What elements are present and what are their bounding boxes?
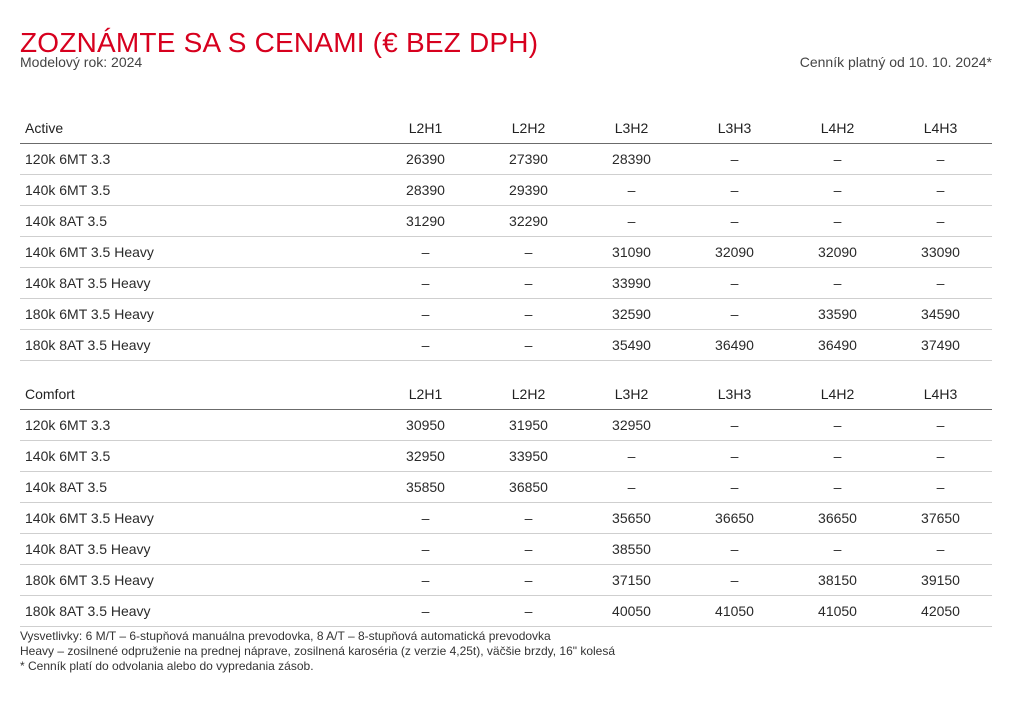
price-cell: – — [889, 410, 992, 441]
price-cell: – — [374, 330, 477, 361]
price-cell: – — [374, 237, 477, 268]
price-cell: – — [683, 299, 786, 330]
price-cell: 36650 — [683, 503, 786, 534]
price-cell: – — [580, 206, 683, 237]
table-row — [20, 503, 992, 534]
variant-label: 180k 8AT 3.5 Heavy — [20, 596, 374, 627]
price-cell: 42050 — [889, 596, 992, 627]
price-cell: – — [580, 441, 683, 472]
table-row — [20, 596, 992, 627]
variant-label: 120k 6MT 3.3 — [20, 144, 374, 175]
column-header: L3H2 — [580, 113, 683, 144]
column-header: L3H3 — [683, 113, 786, 144]
price-cell: – — [786, 175, 889, 206]
price-cell: 32290 — [477, 206, 580, 237]
price-cell: 33950 — [477, 441, 580, 472]
variant-label: 140k 6MT 3.5 Heavy — [20, 503, 374, 534]
price-cell: – — [683, 565, 786, 596]
price-cell: – — [786, 410, 889, 441]
price-cell: 32590 — [580, 299, 683, 330]
table-row — [20, 472, 992, 503]
price-table-active — [20, 113, 992, 361]
page-title: ZOZNÁMTE SA S CENAMI (€ BEZ DPH) — [20, 26, 539, 58]
variant-label: 180k 6MT 3.5 Heavy — [20, 299, 374, 330]
price-cell: – — [374, 299, 477, 330]
column-header: L4H2 — [786, 379, 889, 410]
table-row — [20, 330, 992, 361]
price-cell: – — [580, 175, 683, 206]
variant-label: 180k 6MT 3.5 Heavy — [20, 565, 374, 596]
price-cell: – — [683, 268, 786, 299]
table-header-row — [20, 379, 992, 410]
variant-label: 180k 8AT 3.5 Heavy — [20, 330, 374, 361]
price-cell: 32950 — [374, 441, 477, 472]
price-cell: 37150 — [580, 565, 683, 596]
model-year: Modelový rok: 2024 — [20, 54, 143, 70]
price-cell: 30950 — [374, 410, 477, 441]
price-cell: – — [889, 472, 992, 503]
variant-label: 140k 8AT 3.5 Heavy — [20, 268, 374, 299]
trim-header: Comfort — [20, 379, 374, 410]
price-cell: – — [477, 268, 580, 299]
column-header: L2H2 — [477, 379, 580, 410]
price-cell: 38150 — [786, 565, 889, 596]
price-cell: – — [477, 237, 580, 268]
column-header: L2H2 — [477, 113, 580, 144]
price-cell: – — [683, 410, 786, 441]
price-cell: – — [683, 206, 786, 237]
price-cell: – — [786, 144, 889, 175]
price-cell: – — [889, 268, 992, 299]
price-cell: 35650 — [580, 503, 683, 534]
price-cell: – — [477, 596, 580, 627]
table-row — [20, 410, 992, 441]
price-cell: – — [889, 534, 992, 565]
price-cell: – — [786, 534, 889, 565]
price-cell: – — [683, 144, 786, 175]
price-cell: – — [683, 175, 786, 206]
table-row — [20, 175, 992, 206]
price-cell: 26390 — [374, 144, 477, 175]
price-cell: 33990 — [580, 268, 683, 299]
variant-label: 140k 6MT 3.5 — [20, 441, 374, 472]
variant-label: 140k 8AT 3.5 — [20, 206, 374, 237]
table-header-row — [20, 113, 992, 144]
legend-line: Heavy – zosilnené odpruženie na prednej náprave, zosilnená karoséria (z verzie 4,25t), väčšie brzdy, 16" kolesá — [20, 644, 616, 658]
price-cell: 38550 — [580, 534, 683, 565]
price-cell: – — [889, 175, 992, 206]
variant-label: 120k 6MT 3.3 — [20, 410, 374, 441]
price-cell: – — [786, 268, 889, 299]
legend — [20, 629, 615, 674]
price-cell: 35490 — [580, 330, 683, 361]
variant-label: 140k 8AT 3.5 Heavy — [20, 534, 374, 565]
variant-label: 140k 6MT 3.5 — [20, 175, 374, 206]
price-cell: 35850 — [374, 472, 477, 503]
table-row — [20, 565, 992, 596]
price-cell: 37490 — [889, 330, 992, 361]
variant-label: 140k 6MT 3.5 Heavy — [20, 237, 374, 268]
price-cell: 28390 — [374, 175, 477, 206]
price-cell: – — [374, 503, 477, 534]
price-cell: – — [374, 565, 477, 596]
table-row — [20, 206, 992, 237]
price-cell: – — [889, 206, 992, 237]
price-cell: – — [889, 144, 992, 175]
column-header: L4H3 — [889, 113, 992, 144]
price-cell: 31950 — [477, 410, 580, 441]
price-cell: 32090 — [786, 237, 889, 268]
price-cell: – — [477, 299, 580, 330]
column-header: L3H3 — [683, 379, 786, 410]
price-cell: 28390 — [580, 144, 683, 175]
price-cell: 41050 — [683, 596, 786, 627]
price-cell: 36850 — [477, 472, 580, 503]
price-cell: – — [889, 441, 992, 472]
price-cell: 36650 — [786, 503, 889, 534]
price-cell: 36490 — [683, 330, 786, 361]
table-row — [20, 534, 992, 565]
price-cell: 37650 — [889, 503, 992, 534]
column-header: L4H2 — [786, 113, 889, 144]
column-header: L4H3 — [889, 379, 992, 410]
price-cell: 33090 — [889, 237, 992, 268]
price-cell: – — [477, 565, 580, 596]
column-header: L3H2 — [580, 379, 683, 410]
price-cell: – — [477, 503, 580, 534]
price-cell: – — [683, 534, 786, 565]
price-cell: 41050 — [786, 596, 889, 627]
table-row — [20, 237, 992, 268]
legend-line: * Cenník platí do odvolania alebo do vypredania zásob. — [20, 659, 314, 673]
price-cell: 27390 — [477, 144, 580, 175]
price-cell: 40050 — [580, 596, 683, 627]
price-cell: – — [477, 330, 580, 361]
price-cell: – — [786, 441, 889, 472]
price-list-validity: Cenník platný od 10. 10. 2024* — [799, 54, 992, 70]
table-row — [20, 144, 992, 175]
table-row — [20, 299, 992, 330]
price-cell: 33590 — [786, 299, 889, 330]
price-cell: – — [580, 472, 683, 503]
column-header: L2H1 — [374, 379, 477, 410]
price-cell: 31290 — [374, 206, 477, 237]
price-table-comfort — [20, 379, 992, 627]
price-cell: 36490 — [786, 330, 889, 361]
trim-header: Active — [20, 113, 374, 144]
price-cell: 31090 — [580, 237, 683, 268]
price-cell: – — [374, 534, 477, 565]
price-cell: 29390 — [477, 175, 580, 206]
price-cell: 32950 — [580, 410, 683, 441]
price-cell: – — [683, 472, 786, 503]
price-cell: – — [477, 534, 580, 565]
legend-line: Vysvetlivky: 6 M/T – 6-stupňová manuálna prevodovka, 8 A/T – 8-stupňová automatická prevodovka — [20, 629, 551, 643]
price-cell: – — [786, 472, 889, 503]
price-cell: 32090 — [683, 237, 786, 268]
price-cell: – — [374, 596, 477, 627]
table-row — [20, 268, 992, 299]
price-cell: – — [786, 206, 889, 237]
price-cell: 34590 — [889, 299, 992, 330]
price-cell: – — [374, 268, 477, 299]
table-row — [20, 441, 992, 472]
price-cell: – — [683, 441, 786, 472]
column-header: L2H1 — [374, 113, 477, 144]
variant-label: 140k 8AT 3.5 — [20, 472, 374, 503]
price-cell: 39150 — [889, 565, 992, 596]
